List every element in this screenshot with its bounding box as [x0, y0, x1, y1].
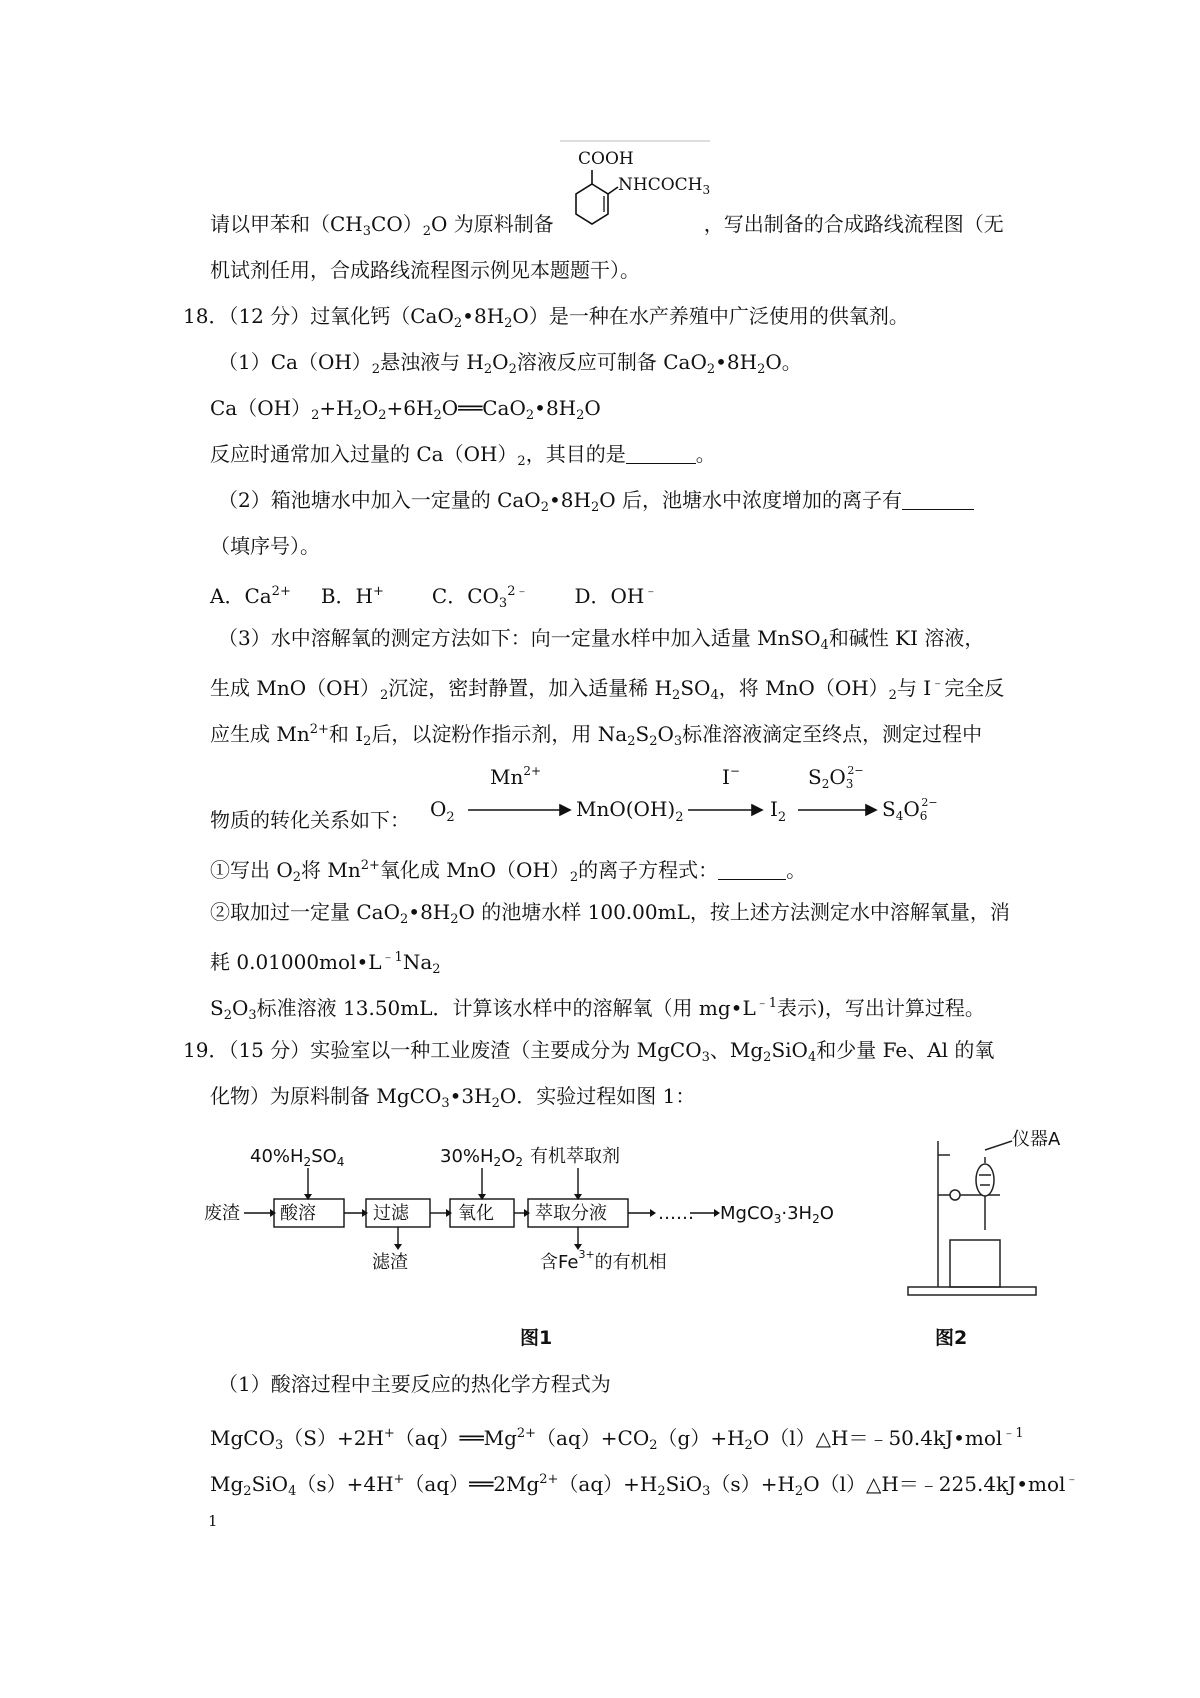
box-oxidation: 氧化	[458, 1203, 494, 1224]
box-acid-dissolve: 酸溶	[280, 1203, 316, 1224]
question-18: 18．（12 分）过氧化钙$(CaO_2•8H_2O)$是一种在水产养殖中广泛使用的供氧剂。	[183, 304, 909, 331]
part-1-question: 反应时通常加入过量的 $Ca(OH)_2$，其目的是 。	[210, 442, 716, 469]
part-3: （3）水中溶解氧的测定方法如下：向一定量水样中加入适量 MnSO$_4$和碱性 KI 溶液，	[218, 626, 985, 653]
cooh-label: COOH	[578, 149, 634, 169]
scheme-o2: $O_2$	[430, 797, 455, 825]
label-product: $MgCO_3\cdot 3H_2O$	[720, 1203, 834, 1226]
option-b[interactable]: B．H+	[320, 584, 384, 608]
figure-2-caption: 图2	[935, 1327, 968, 1349]
label-extractant: 有机萃取剂	[530, 1146, 620, 1167]
answer-blank[interactable]	[902, 509, 974, 510]
sub-question-2-c: $S_2O_3$标准溶液 13.50mL．计算该水样中的溶解氧（用 $mg•L^{﹣1}$表示)，写出计算过程。	[210, 996, 985, 1023]
label-h2so4: $40\%H_2SO_4$	[250, 1146, 345, 1169]
sub-question-2: ②取加过一定量 $CaO_2•8H_2O$ 的池塘水样 100.00mL，按上述方法测定水中溶解氧量，消	[210, 900, 1010, 927]
redox-conversion-scheme	[420, 760, 940, 830]
scheme-mn: $Mn^{2+}$	[490, 764, 542, 789]
scheme-tetrathionate: $S_4O_62-$	[882, 796, 938, 823]
part-3-d: 物质的转化关系如下：	[210, 808, 410, 832]
separatory-funnel-apparatus	[900, 1129, 1061, 1300]
reaction-2: $Mg_2SiO_4(s)+4H^+(aq)══2Mg^{2+}(aq)+H_2SiO_3(s)+H_2O(l)\triangle H=﹣225.4kJ•mol^﹣$	[210, 1472, 1079, 1499]
question-19-b: 化物）为原料制备 $MgCO_3•3H_2O$．实验过程如图 1：	[210, 1084, 696, 1111]
reaction-1: $MgCO_3(S)+2H^+(aq)══Mg^{2+}(aq)+CO_2(g)+H_2O(l)\triangle H=﹣50.4kJ•mol^{﹣1}$	[210, 1426, 1024, 1453]
label-organic-phase: 含$Fe^{3+}$的有机相	[540, 1248, 667, 1273]
part-3-b: 生成 $MnO(OH)_2$沉淀，密封静置，加入适量稀 $H_2SO_4$，将 $MnO(OH)_2$与 I﹣完全反	[210, 676, 1005, 703]
label-waste: 废渣	[204, 1203, 240, 1224]
line-intro: 请以甲苯和$(CH_3CO)_2O$ 为原料制备 ，写出制备的合成路线流程图（无	[210, 212, 1004, 239]
line-intro-2: 机试剂任用，合成路线流程图示例见本题题干）。	[210, 258, 640, 282]
label-apparatus-a: 仪器A	[1012, 1129, 1061, 1150]
scheme-mnooh: $MnO(OH)_2$	[576, 797, 684, 825]
process-flowchart	[200, 1138, 900, 1273]
question-19: 19．（15 分）实验室以一种工业废渣（主要成分为 MgCO$_3$、$Mg_2SiO_4$和少量 Fe、Al 的氧	[183, 1038, 995, 1065]
label-residue: 滤渣	[372, 1252, 408, 1273]
page-number: 1	[208, 1512, 218, 1530]
label-h2o2: $30\%H_2O_2$	[440, 1146, 523, 1169]
option-c[interactable]: C．$CO_3^{2﹣}$	[431, 584, 529, 611]
equation-1: $Ca(OH)_2+H_2O_2+6H_2O══CaO_2•8H_2O$	[210, 396, 601, 423]
options-row	[210, 578, 657, 618]
scheme-iodide: I−	[722, 764, 740, 789]
scheme-i2: $I_2$	[770, 797, 787, 825]
figure-1-caption: 图1	[520, 1327, 553, 1349]
nhcoch-label: $NHCOCH_3$	[618, 175, 711, 197]
part-19-1: （1）酸溶过程中主要反应的热化学方程式为	[218, 1372, 611, 1396]
answer-blank[interactable]	[626, 463, 696, 464]
sub-question-1: ①写出 $O_2$将 $Mn^{2+}$氧化成 $MnO(OH)_2$的离子方程式： 。	[210, 858, 807, 885]
label-dots: ……	[658, 1203, 694, 1224]
part-2-b: （填序号）。	[210, 534, 320, 558]
part-1: $(1)Ca(OH)_2$悬浊液与 $H_2O_2$溶液反应可制备 $CaO_2•8H_2O$。	[218, 350, 802, 377]
box-filter: 过滤	[373, 1203, 409, 1224]
part-2: （2）箱池塘水中加入一定量的 $CaO_2•8H_2O$ 后，池塘水中浓度增加的离子有	[218, 486, 974, 522]
option-d[interactable]: D．OH﹣	[574, 584, 658, 608]
part-3-c: 应生成 $Mn^{2+}$和 $I_2$后，以淀粉作指示剂，用 $Na_2S_2O_3$标准溶液滴定至终点，测定过程中	[210, 722, 983, 749]
answer-blank[interactable]	[718, 879, 786, 880]
box-extraction: 萃取分液	[535, 1203, 607, 1224]
option-a[interactable]: A．$Ca^{2+}$	[210, 584, 291, 608]
scheme-thiosulfate: $S_2O_32-$	[808, 764, 864, 791]
sub-question-2-b: 耗 $0.01000mol•L^{﹣1}Na_2$	[210, 950, 441, 977]
